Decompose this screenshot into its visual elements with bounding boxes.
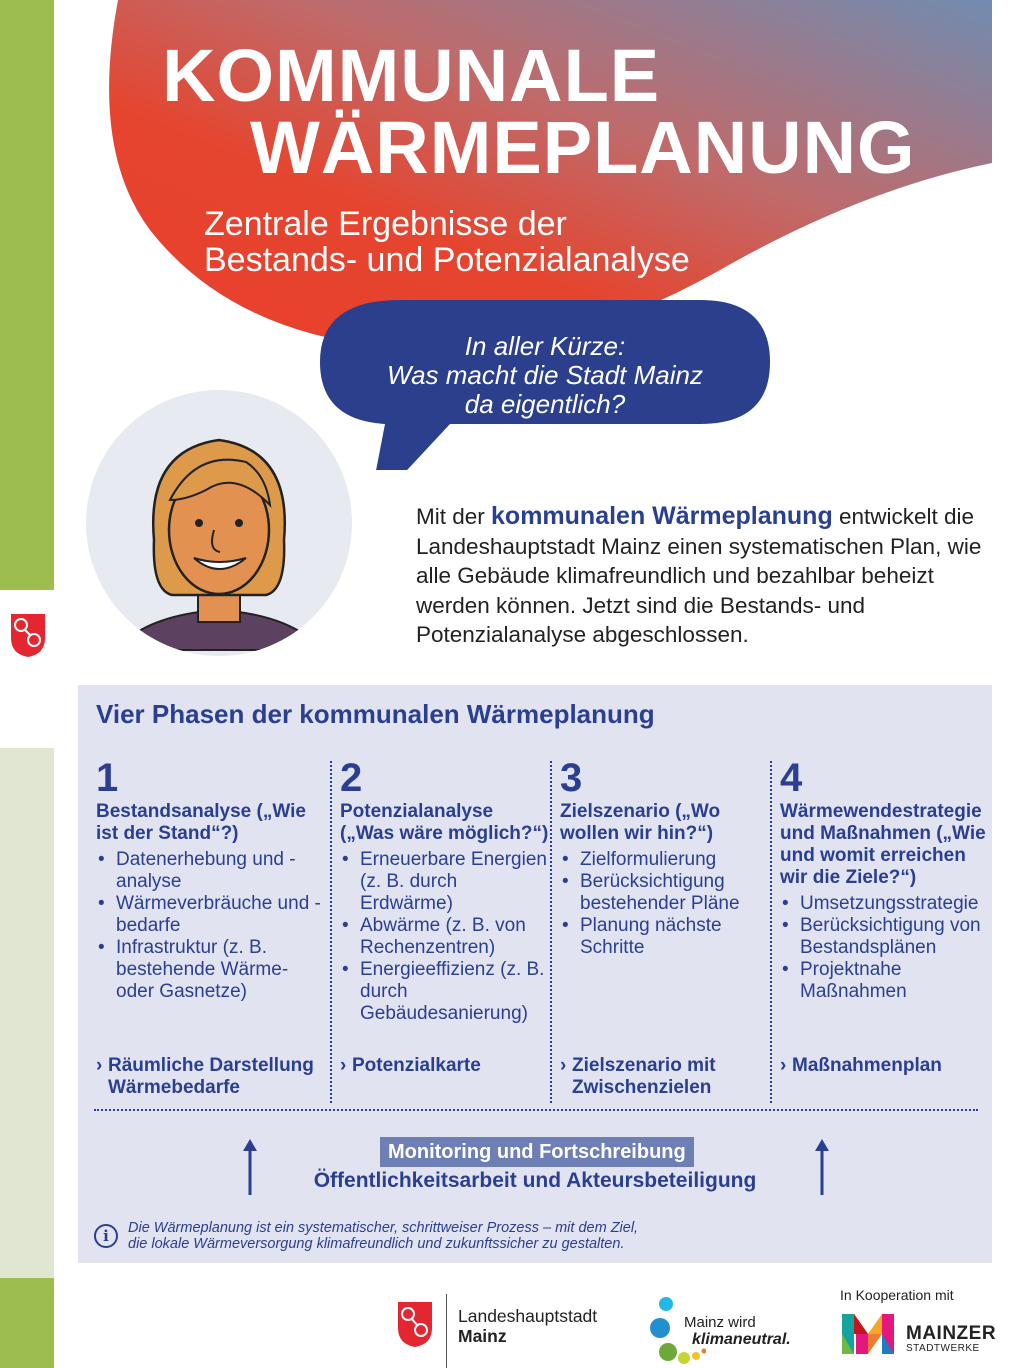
column-divider [550, 761, 552, 1103]
intro-highlight: kommunalen Wärmeplanung [491, 502, 833, 530]
klimaneutral-logo-text: Mainz wird klimaneutral. [684, 1314, 791, 1348]
avatar [86, 390, 352, 656]
chevron-right-icon: › [96, 1055, 103, 1076]
phase-bullet: • Datenerhebung und -analyse [96, 849, 326, 893]
phase-result-2: › Potenzialkarte [340, 1055, 481, 1076]
phase-bullet: • Planung nächste Schritte [560, 915, 760, 959]
public-participation-label: Öffentlichkeitsarbeit und Akteursbeteiligung [313, 1169, 757, 1192]
page-title: KOMMUNALE WÄRMEPLANUNG [162, 34, 916, 189]
chevron-right-icon: › [340, 1055, 347, 1076]
phase-number: 4 [780, 756, 803, 800]
phase-bullet: • Zielformulierung [560, 849, 760, 871]
phases-title: Vier Phasen der kommunalen Wärmeplanung [96, 699, 655, 729]
phase-bullet: • Berücksichtigung bestehender Pläne [560, 871, 760, 915]
stadtwerke-logo-text: MAINZER STADTWERKE [906, 1323, 997, 1354]
intro-paragraph: Mit der kommunalen Wärmeplanung entwickelt die Landeshauptstadt Mainz einen systematischen Plan, wie alle Gebäude klimafreundlich und bezahlbar beheizt werden können. Jetzt sind die Bestands- und Potenzialanalyse abgeschlossen. [416, 502, 982, 647]
phase-bullet: • Projektnahe Maßnahmen [780, 959, 990, 1003]
phase-result-3: › Zielszenario mit Zwischenzielen [560, 1055, 716, 1098]
page-subtitle: Zentrale Ergebnisse der Bestands- und Potenzialanalyse [204, 205, 690, 279]
column-divider [330, 761, 332, 1103]
phase-2 [340, 757, 550, 1025]
phase-number: 3 [560, 756, 583, 800]
woman-illustration-icon [86, 390, 352, 656]
stadtwerke-logo-icon [842, 1314, 894, 1354]
chevron-right-icon: › [780, 1055, 787, 1076]
phase-number: 2 [340, 756, 363, 800]
city-logo-text: Landeshauptstadt Mainz [458, 1306, 598, 1346]
phase-heading: Wärmewendestrategie und Maßnahmen („Wie und womit erreichen wir die Ziele?“) [780, 801, 986, 888]
phase-result-4: › Maßnahmenplan [780, 1055, 942, 1076]
phase-number: 1 [96, 756, 119, 800]
phase-bullet: • Wärmeverbräuche und -bedarfe [96, 893, 326, 937]
phase-result-1: › Räumliche Darstellung Wärmebedarfe [96, 1055, 314, 1098]
phase-bullet: • Energieeffizienz (z. B. durch Gebäudesanierung) [340, 959, 550, 1025]
phase-1 [96, 757, 326, 1003]
horizontal-divider [94, 1109, 978, 1111]
phase-4 [780, 757, 990, 1003]
phases-panel [78, 685, 992, 1263]
phase-heading: Zielszenario („Wo wollen wir hin?“) [560, 801, 721, 844]
chevron-right-icon: › [560, 1055, 567, 1076]
column-divider [770, 761, 772, 1103]
info-note: Die Wärmeplanung ist ein systematischer, schrittweiser Prozess – mit dem Ziel, die lokale Wärmeversorgung klimafreundlich und zukunftssicher zu gestalten. [128, 1220, 639, 1252]
footer-divider [446, 1294, 447, 1368]
phase-bullet: • Infrastruktur (z. B. bestehende Wärme- oder Gasnetze) [96, 937, 326, 1003]
phase-bullet: • Erneuerbare Energien (z. B. durch Erdwärme) [340, 849, 550, 915]
phase-bullet: • Umsetzungsstrategie [780, 893, 990, 915]
cooperation-label: In Kooperation mit [840, 1287, 954, 1303]
phase-bullet: • Berücksichtigung von Bestandsplänen [780, 915, 990, 959]
left-accent-bar-bottom [0, 1278, 54, 1368]
phase-bullet: • Abwärme (z. B. von Rechenzentren) [340, 915, 550, 959]
phase-heading: Potenzialanalyse („Was wäre möglich?“) [340, 801, 549, 844]
phase-heading: Bestandsanalyse („Wie ist der Stand“?) [96, 801, 306, 844]
mainz-crest-icon [396, 1300, 434, 1348]
info-icon: i [94, 1224, 118, 1248]
hero-banner [0, 0, 1026, 470]
mainz-crest-icon [9, 612, 47, 658]
phase-3 [560, 757, 760, 959]
speech-bubble-text: In aller Kürze: Was macht die Stadt Mainz da eigentlich? [387, 331, 703, 419]
monitoring-label: Monitoring und Fortschreibung [380, 1137, 694, 1167]
left-accent-bar-mid [0, 748, 54, 1278]
